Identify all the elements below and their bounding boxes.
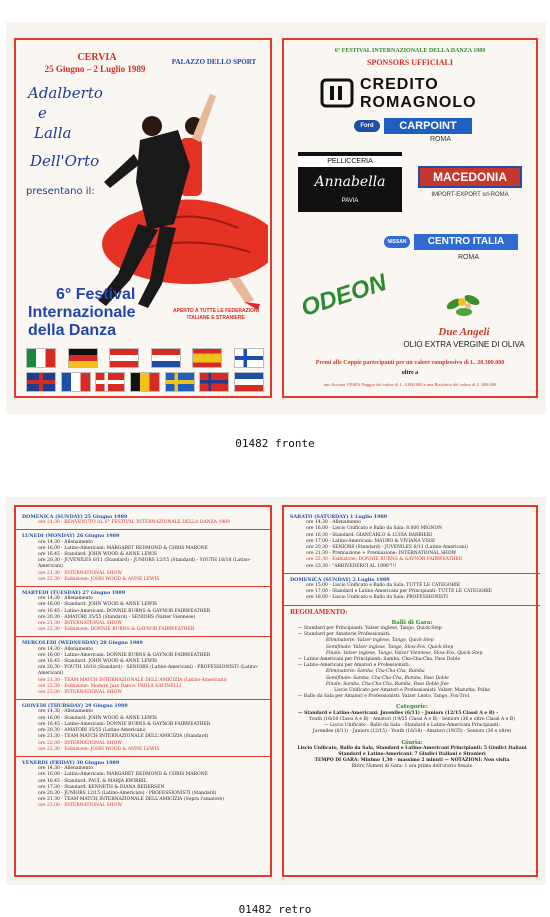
flags-row-2	[26, 372, 264, 392]
due-angeli-name: Due Angeli	[438, 326, 490, 338]
day-heading: VENERDI (FRIDAY) 30 Giugno 1989	[22, 759, 120, 766]
day-heading: MARTEDI (TUESDAY) 27 Giugno 1989	[22, 590, 126, 597]
day-separator	[16, 636, 272, 637]
carpoint-logo	[354, 118, 524, 148]
day-separator	[16, 529, 272, 530]
rule-line: Eliminatorie: Valzer inglese, Tango, Quick-Step	[326, 638, 434, 644]
flag-austria-icon	[109, 348, 139, 368]
day-separator	[284, 605, 540, 606]
prize-oltre: oltre a	[401, 370, 419, 376]
schedule-event: ore 22,30 - Esibizione: JOHN WOOD & ANNE LEWIS	[38, 746, 160, 752]
festival-title-line-1: 6° Festival	[56, 286, 136, 303]
regolamento-title: REGOLAMENTO:	[290, 608, 348, 616]
front-cover-panel	[14, 38, 272, 398]
flag-finland-icon	[234, 348, 264, 368]
day-separator	[16, 756, 272, 757]
jury-line: TEMPO DI GARA: Minimo 1,30 - massimo 2 minuti — NOTAZIONI: Non visita	[314, 758, 510, 764]
schedule-event: ore 21,30 - INTERNATIONAL SHOW	[38, 570, 122, 576]
day-separator	[16, 586, 272, 587]
schedule-event: ore 16,00 - Latino-Americani: MARGARET REDMOND & CHRIS MARONE	[38, 545, 208, 551]
organizer-line-4: Dell'Orto	[30, 152, 100, 170]
schedule-event: ore 16,00 - Standard: JOHN WOOD & ANNE LEWIS	[38, 602, 158, 608]
organizer-line-3: Lalla	[34, 124, 72, 142]
rule-line: — Standard per Principianti: Valzer inglese, Tango, Quick-Step	[298, 626, 442, 632]
back-sheet	[6, 497, 546, 885]
category-line: — Liscio Unificato - Ballo da Sala - Standard e Latino-Americani Principianti:	[324, 723, 500, 729]
day-heading: DOMENICA (SUNDAY) 25 Giugno 1989	[22, 514, 128, 520]
schedule-left	[22, 511, 266, 810]
schedule-event: ore 20,30 - SENIORS (Standard) - JUVENILES 6/11 (Latino-Americani)	[306, 545, 468, 551]
schedule-event: ore 20,30 - JUNIORS 12/15 (Latino-Americani) - PROFESSIONISTI (Standard)	[38, 790, 217, 796]
flag-netherlands-icon	[151, 348, 181, 368]
jury-line: Ritiro Numeri di Gara: 1 ora prima dell'orario fissato	[351, 764, 473, 770]
schedule-event: ore 16,00 - Standard: JOHN WOOD & ANNE LEWIS	[38, 715, 158, 721]
credito-emblem-icon	[320, 78, 354, 108]
flag-belgium-icon	[130, 372, 160, 392]
day-heading: DOMENICA (SUNDAY) 2 Luglio 1989	[290, 576, 390, 583]
schedule-event: ore 14,30 - Allenamento	[38, 766, 93, 772]
day-heading: SABATO (SATURDAY) 1 Luglio 1989	[290, 514, 388, 520]
annabella-name: Annabella	[314, 174, 386, 190]
schedule-event: ore 21,30 - INTERNATIONAL SHOW	[38, 621, 122, 627]
schedule-event: ore 16,45 - Standard: JOHN WOOD & ANNE LEWIS	[38, 659, 158, 665]
flag-norway-icon	[199, 372, 229, 392]
organizer-line-1: Adalberto	[28, 84, 103, 102]
due-angeli-logo	[394, 290, 534, 360]
caption-front: 01482 fronte	[235, 437, 315, 450]
sponsors-festival-title: 6° FESTIVAL INTERNAZIONALE DELLA DANZA 1989	[334, 48, 486, 54]
festival-title-line-3: della Danza	[28, 322, 117, 339]
flag-france-icon	[61, 372, 91, 392]
schedule-event: ore 14,30 - Allenamento	[38, 539, 93, 545]
day-heading: LUNEDI (MONDAY) 26 Giugno 1989	[22, 533, 120, 540]
rule-line: Liscio Unificato per Amatori e Professionisti: Valzer, Mazurka, Polka	[334, 688, 490, 694]
festival-title-line-2: Internazionale	[28, 304, 136, 321]
schedule-event: ore 22,30 - Esibizione: Modern Jazz Dance: PAOLA SAVINELLI	[38, 683, 182, 689]
organizer-line-2: e	[38, 104, 47, 122]
rule-line: Semifinale: Samba, Cha-Cha-Cha, Rumba, Paso Doble	[326, 675, 449, 681]
day-separator	[284, 573, 540, 574]
city: CERVIA	[77, 52, 117, 63]
schedule-event: ore 17,00 - Standard e Latino-Americani per Principianti: TUTTE LE CATEGORIE	[306, 589, 493, 595]
balli-title: Balli di Gara:	[391, 619, 433, 626]
sponsors-panel	[282, 38, 538, 398]
presents-text: presentano il:	[26, 186, 95, 197]
flag-sweden-icon	[165, 372, 195, 392]
centro-italia-logo	[384, 234, 534, 268]
macedonia-logo	[418, 158, 522, 208]
front-sheet	[6, 22, 546, 414]
schedule-event: ore 15,00 - Liscio Unificato e Ballo da Sala: TUTTE LE CATEGORIE	[306, 583, 461, 589]
schedule-right	[290, 511, 534, 771]
schedule-event: ore 23,30 - "ARRIVEDERCI AL 1990"!!!	[306, 563, 397, 569]
schedule-event: ore 16,45 - Standard: JOHN WOOD & ANNE LEWIS	[38, 552, 158, 558]
credito-romagnolo-logo	[320, 72, 510, 114]
schedule-event: ore 21,30 - BENVENUTO AL 6° FESTIVAL INTERNAZIONALE DELLA DANZA 1989	[38, 520, 230, 526]
schedule-event: ore 20,30 - YOUTH 16/18 (Standard) - SENIORS (Latino-Americani) - PROFESSIONISTI (Latino-Americani)	[38, 665, 259, 677]
schedule-event: ore 20,30 - AMATORI 35/55 (Standard) - SENIORS (Valzer Viennese)	[38, 614, 196, 620]
credito-line-1: CREDITO	[360, 76, 439, 93]
rule-line: — Latino-Americani per Amatori e Professionisti:	[298, 663, 411, 669]
nissan-badge: NISSAN	[384, 236, 410, 248]
annabella-city: PAVIA	[341, 198, 359, 204]
centro-italia-city: ROMA	[458, 254, 479, 261]
rule-line: Finale: Samba, Cha-Cha-Cha, Rumba, Paso Doble Jive	[326, 681, 449, 687]
annabella-header: PELLICCERIA	[298, 156, 402, 167]
schedule-event: ore 14,30 - Allenamento	[38, 596, 93, 602]
rule-line: Eliminatorie: Samba, Cha-Cha-Cha, Rumba	[326, 669, 425, 675]
schedule-event: ore 14,30 - Allenamento	[306, 520, 361, 526]
carpoint-name: CARPOINT	[384, 118, 472, 134]
category-line: Juveniles (6/11) - Juniors (12/15) - Youth (16/18) - Amatori (19/35) - Seniors (36 e oltre)	[312, 729, 512, 735]
schedule-event: ore 14,30 - Allenamento	[38, 709, 93, 715]
ford-badge: Ford	[354, 120, 380, 132]
schedule-event: ore 23,00 - INTERNATIONAL SHOW	[38, 803, 122, 809]
schedule-event: ore 21,30 - TEAM MATCH INTERNAZIONALE DELL'AMICIZIA (Standard)	[38, 734, 209, 740]
macedonia-name: MACEDONIA	[418, 166, 522, 188]
schedule-event: ore 17,00 - Latino-Americani: MAURO & VIVIANA VISSI	[306, 538, 435, 544]
schedule-event: ore 16,45 - Standard: PAUL & MARJA KWIRRIL	[38, 778, 147, 784]
category-line: Youth (16/18 Classi A e B) - Amatori (19/35 Classi A e B) - Seniors (36 e oltre Classi A e B)	[309, 716, 515, 722]
day-heading: GIOVEDI (THURSDAY) 29 Giugno 1989	[22, 703, 128, 710]
centro-italia-name: CENTRO ITALIA	[414, 234, 518, 250]
jury-line: Standard e Latino-Americani: 7 Giudici Italiani e Stranieri	[338, 751, 486, 757]
day-heading: MERCOLEDI (WEDNESDAY) 28 Giugno 1989	[22, 640, 143, 647]
schedule-event: ore 16,45 - Latino-Americani: DONNIE BURNS & GAYNOR FAIRWEATHER	[38, 608, 211, 614]
schedule-event: ore 17,30 - Standard: KENNETH & DIANA REDERSEN	[38, 784, 165, 790]
federations-note: APERTO A TUTTE LE FEDERAZIONI ITALIANE E STRANIERE	[173, 308, 259, 321]
rule-line: — Standard per Amatorie Professionisti:	[298, 632, 391, 638]
schedule-event: ore 22,30 - Esibizione: JOHN WOOD & ANNE LEWIS	[38, 576, 160, 582]
category-line: — Standard e Latino-Americani: Juveniles (6/11) - Juniors (12/15 Classi A e B) -	[298, 710, 499, 716]
schedule-event: ore 16,45 - Latino-Americani: DONNIE BURNS & GAYNOR FAIRWEATHER	[38, 721, 211, 727]
flag-italy-icon	[26, 348, 56, 368]
prize-vespa: uno Scooter VESPA Piaggio del valore di L. 4.000.000 e una Bicicletta del valore di L. 800.000	[323, 382, 497, 387]
categorie-title: Categorie:	[395, 704, 428, 711]
schedule-event: ore 20,30 - AMATORI 35/55 (Latino-Americani)	[38, 728, 146, 734]
flags-row-1	[26, 348, 264, 368]
flag-uk-icon	[26, 372, 56, 392]
due-angeli-subtitle: OLIO EXTRA VERGINE DI OLIVA	[403, 340, 525, 349]
olive-branch-icon	[442, 290, 486, 324]
prize-note: Premi alle Coppie partecipanti per un valore complessivo di L. 20.300.000	[315, 360, 505, 366]
schedule-event: ore 16,00 - Liscio Unificato e Ballo da Sala: 8.000 MIGNON	[306, 526, 443, 532]
day-separator	[16, 699, 272, 700]
schedule-event: ore 14,30 - Allenamento	[38, 646, 93, 652]
schedule-event: ore 21,30 - Premiazione + Premiazione: INTERNATIONAL SHOW	[306, 551, 457, 557]
schedule-event: ore 18,00 - Liscio Unificato e Ballo da Sala: PROFESSIONISTI	[306, 595, 448, 601]
venue: PALAZZO DELLO SPORT	[171, 58, 257, 66]
rule-line: — Ballo da Sala per Amatori e Professionisti: Valzer Lento, Tango, Fox-Trot	[298, 694, 470, 700]
carpoint-city: ROMA	[430, 136, 451, 143]
credito-line-2: ROMAGNOLO	[360, 94, 477, 111]
caption-back: 01482 retro	[238, 903, 312, 916]
rule-line: Finale: Valzer inglese, Tango, Valzer Viennese, Slow-Fox, Quick-Step	[326, 650, 483, 656]
jury-line: Liscio Unificato, Ballo da Sala, Standard e Latino-Americani Principianti: 5 Giudici Italiani	[297, 745, 527, 751]
odeon-logo	[297, 269, 390, 328]
schedule-panel-right	[282, 505, 538, 877]
rule-line: — Latino-Americani per Principianti: Samba, Cha-Cha-Cha, Paso Doble	[298, 657, 461, 663]
schedule-event: ore 16,30 - Standard: GIANCARLO & LUISA BARBIERI	[306, 532, 432, 538]
schedule-event: ore 21,30 - TEAM MATCH INTERNAZIONALE DELL'AMICIZIA (Latino-Americani)	[38, 677, 227, 683]
schedule-panel-left	[14, 505, 272, 877]
event-dates: 25 Giugno – 2 Luglio 1989	[44, 64, 146, 74]
schedule-event: ore 22,00 - INTERNATIONAL SHOW	[38, 740, 122, 746]
schedule-event: ore 16,00 - Latino-Americani: DONNIE BURNS & GAYNOR FAIRWEATHER	[38, 652, 211, 658]
flag-spain-icon	[192, 348, 222, 368]
giuria-title: Giuria:	[401, 739, 423, 746]
schedule-event: ore 22,30 - Esibizione: DONNIE BURNS & GAYNOR FAIRWEATHER	[38, 627, 195, 633]
annabella-logo	[298, 152, 402, 212]
sponsors-title: SPONSORS UFFICIALI	[366, 58, 453, 67]
odeon-name: ODEON	[297, 269, 390, 322]
schedule-event: ore 16,00 - Latino-Americani: MARGARET REDMOND & CHRIS MARONE	[38, 772, 208, 778]
rule-line: Semifinale: Valzer inglese, Tango, Slow-Fox, Quick-Step	[326, 644, 454, 650]
schedule-event: ore 22,30 - Esibizione: DONNIE BURNS & GAYNOR FAIRWEATHER	[306, 557, 463, 563]
flag-yugoslavia-icon	[234, 372, 264, 392]
macedonia-subtitle: IMPORT-EXPORT srl-ROMA	[431, 192, 509, 198]
schedule-event: ore 20,30 - JUVENILES 6/11 (Standard) - JUNIORS 12/15 (Standard) - YOUTH 16/18 (Latino-Americani)	[38, 558, 251, 570]
flag-denmark-icon	[95, 372, 125, 392]
schedule-event: ore 23,00 - INTERNATIONAL SHOW	[38, 690, 122, 696]
flag-germany-icon	[68, 348, 98, 368]
schedule-event: ore 21,30 - TEAM MATCH INTERNAZIONALE DELL'AMICIZIA (Sopra l'amatore)	[38, 797, 224, 803]
